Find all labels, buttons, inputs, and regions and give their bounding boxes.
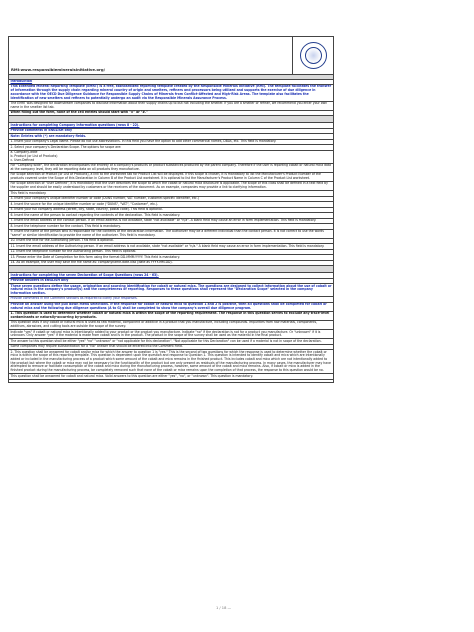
question-12: 12. Insert the telephone number for the Authorizing person. This field is optional.	[9, 250, 333, 255]
company-info-sub: Provide comments in ENGLISH only	[9, 129, 333, 134]
website-link[interactable]: RMI:www.responsiblemineralsinitiative.org/	[11, 67, 105, 72]
question-2: 2. Select your company's Declaration Scope. The options for scope are:	[9, 145, 333, 150]
question-1: 1. Insert your company's Legal Name. Please do not use abbreviations. In this field you have the option to add other commercial names, DBAs, etc. This field is mandatory.	[9, 140, 333, 145]
question-8: 8. Insert the telephone number for the contact. This field is mandatory.	[9, 224, 333, 229]
scope-paragraph-5: This question asks if any cobalt or natural mica is used as raw material, component or additive in a product that you manufacture, including compounds. Impurities from raw materials, components, additives, abrasives, and cutting tools are outside the scope of the survey.	[9, 321, 333, 330]
instructions-sheet	[8, 36, 334, 383]
scope-paragraph-2: Provide comments in the Comment sections as required to clarify your responses.	[9, 297, 333, 302]
scope-option-a: a. Company-wide	[10, 150, 38, 155]
header-website-cell	[9, 37, 293, 74]
mandatory-field-text: This field is mandatory.	[9, 191, 333, 196]
intro-paragraph-1: This Extended Mineral Reporting Template (EMRT) is a free, standardized reporting template created by the Responsible Minerals Initiative (RMI). The template facilitates the transfer of information through the supply chain regarding mineral country of origin and smelters, refiners and processors being utilized and supports the exercise of due diligence in accordance with the OECD Due Diligence Guidance for Responsible Supply Chains of Minerals from Conflict-Affected and High-Risk Areas. The template also facilitates the identification of new smelters and refiners to potentially undergo an audit via the Responsible Minerals Assurance Process.	[9, 85, 333, 102]
scope-paragraph-9: 2. This question shall be answered for cobalt and/or mica for which the answer to question 1 is "yes." This is the second of two questions for which the response is used to determine whether the cobalt or mica is within the scope of this reporting template. This question is dependent upon the question and response to Question 1. This question is intended to identify cobalt and mica which are intentionally added or included in the manufacturing process of a product which some amount of the cobalt and mica remains in the finished product. This includes cobalt and mica which are not intentionally added to the product but where the cobalt or mica may not be necessary to the functionality of the product but are only present as residuals of the manufacturing process. In many cases, the manufacturer may have attempted to remove or facilitate consumption of the cobalt and mica during the manufacturing process, however, some amount of the cobalt and mica remains. Also, if cobalt or mica is added in the finished product during the manufacturing process, be completely removed such that none of the cobalt or mica remains upon the completion of that process, the response to this question would be no.	[9, 350, 333, 374]
question-9: 9. Insert the name of the person who is responsible for the contents of the declaration information. The authorizer may be a different individual than the contact person. It is not correct to use the words "same" or similar identification to provide the name of the authorizer. This field is mandatory.	[9, 230, 333, 239]
scope-options	[9, 151, 333, 164]
scope-option-b: b. Product (or List of Products)	[10, 153, 58, 158]
scope-paragraph-6: Indicate "yes" if cobalt or natural mica is intentionally added to your product or the product you manufacture. Indicate "no" if the declaration is not for a product you manufacture. Or "unknown" if it is unknown. Only answer "yes" if the material is made from cobalt and is in the product. The product in the scope of the survey shall be used as the material in the final product.	[9, 330, 333, 339]
question-6: 6. Insert the name of the person to contact regarding the contents of the declaration. This field is mandatory.	[9, 213, 333, 218]
page-number: 1 / 18 —	[216, 606, 232, 610]
question-13: 13. Please enter the Date of Completion for this form using the format DD-MMM-YYYY. This field is mandatory.	[9, 255, 333, 260]
intro-paragraph-3: When filling out the form, none of the cell entries should start with "=" or "#."	[9, 111, 333, 116]
question-11: 11. Insert the email address of the Authorizing person. If an email address is not available, state "not available" or "n/a." A blank field may cause an error in form implementation. This field is mandatory.	[9, 244, 333, 249]
scope-heading: Instructions for completing the seven Declaration of Scope Questions (rows 24 - 63).	[9, 273, 333, 278]
question-5: 5. Insert your full company address (street, city, state, country, postal code). This field is optional.	[9, 208, 333, 213]
scope-paragraph-7: The answer to this question shall be either "yes" "no" "unknown" or "not applicable for this declaration". "Not applicable for this Declaration" can be used if a material is not in scope of the declaration.	[9, 339, 333, 344]
scope-option-c: c. User-Defined	[10, 157, 35, 162]
scope-paragraph-3: Provide an answer using the pull down menu selections. If the response for cobalt or natural mica to question 1 and 2 is positive, then all questions shall be completed for cobalt or natural mica and the following due diligence questions (A to G) shall be completed to show the company's overall due diligence program.	[9, 303, 333, 312]
intro-paragraph-2: The EMRT was designed for downstream companies to disclose information about their supply chains up to but not including the smelter. If you are a smelter or refiner, we recommend you enter your own name in the smelter list tab.	[9, 102, 333, 111]
bottom-gap	[9, 380, 333, 382]
scope-paragraph-8: Some companies may require substantiation for a "No" answer that should be entered into the Comment Field.	[9, 345, 333, 350]
scope-paragraph-1: These seven questions define the usage, origination and sourcing identification for cobalt or natural mica. The questions are designed to collect information about the use of cobalt or natural mica in the company's product(s) and the completeness of reporting. Responses to these questions shall represent the "Declaration Scope" selected in the company information section.	[9, 284, 333, 297]
question-3: 3. Insert your company's unique identifier number or code (DUNS number, VAT number, customer-specific identifier, etc.)	[9, 197, 333, 202]
company-info-heading: Instructions for completing Company Information questions (rows 8 - 22).	[9, 123, 333, 128]
rmi-seal-icon	[300, 42, 327, 69]
product-scope-text: For Scope selection of Product (or List of Products), a link to the worksheet tab for Product List will be displayed. If this scope is chosen, it is mandatory to list the Manufacturer's Product Number of the products covered under the Scope of this Declaration in Column B of the Product List worksheet. It is optional to list the Manufacturer's Product Name in Column C of the Product List worksheet.	[9, 173, 333, 182]
mandatory-note: Note: Entries with (*) are mandatory fields.	[9, 134, 333, 139]
question-4: 4. Insert the source for the unique identifier number or code ("DUNS", "VAT", "Customer", etc.).	[9, 202, 333, 207]
scope-sub: Provide answers in ENGLISH only	[9, 279, 333, 284]
question-10: 10. Insert the title for the Authorizing person. This field is optional.	[9, 239, 333, 244]
question-7: 7. Insert the email address of the contact person. If an email address is not available, state "not available" or "n/a". A blank field may cause an error in form implementation. This field is mandatory.	[9, 219, 333, 224]
question-14: 14. As an example, the user may save the file name as: companyname-date.xlsx (date as YYYY-MM-DD).	[9, 261, 333, 266]
intro-heading: Introduction	[9, 80, 333, 85]
logo-cell	[293, 37, 333, 74]
scope-paragraph-10: This question shall be answered for cobalt and natural mica. Valid answers to this question are either "yes", "no", or "unknown". This question is mandatory.	[9, 374, 333, 379]
company-wide-text: For "Company-wide", the declaration encompasses the entirety of a company's products or product substances produced by the parent company. Therefore if the user is reporting cobalt or natural mica data at the company level, they will be reporting data on all products they manufacture.	[9, 164, 333, 173]
user-defined-text: For Scope selection of "User Defined", it is mandatory that the user describes the scope to which the cobalt or natural mica disclosure is applicable. The scope of this class shall be defined in a text field by the supplier and should be easily understood by customers or the receivers of the document. As an example, companies may provide a link to clarifying information.	[9, 182, 333, 191]
sheet-header	[9, 37, 333, 75]
scope-paragraph-4: 1. This question is used to determine whether cobalt or natural mica is within the scope of the reporting requirement. The response in this question serves to exclude any trace-level contaminants or naturally-occurring by-products.	[9, 312, 333, 321]
